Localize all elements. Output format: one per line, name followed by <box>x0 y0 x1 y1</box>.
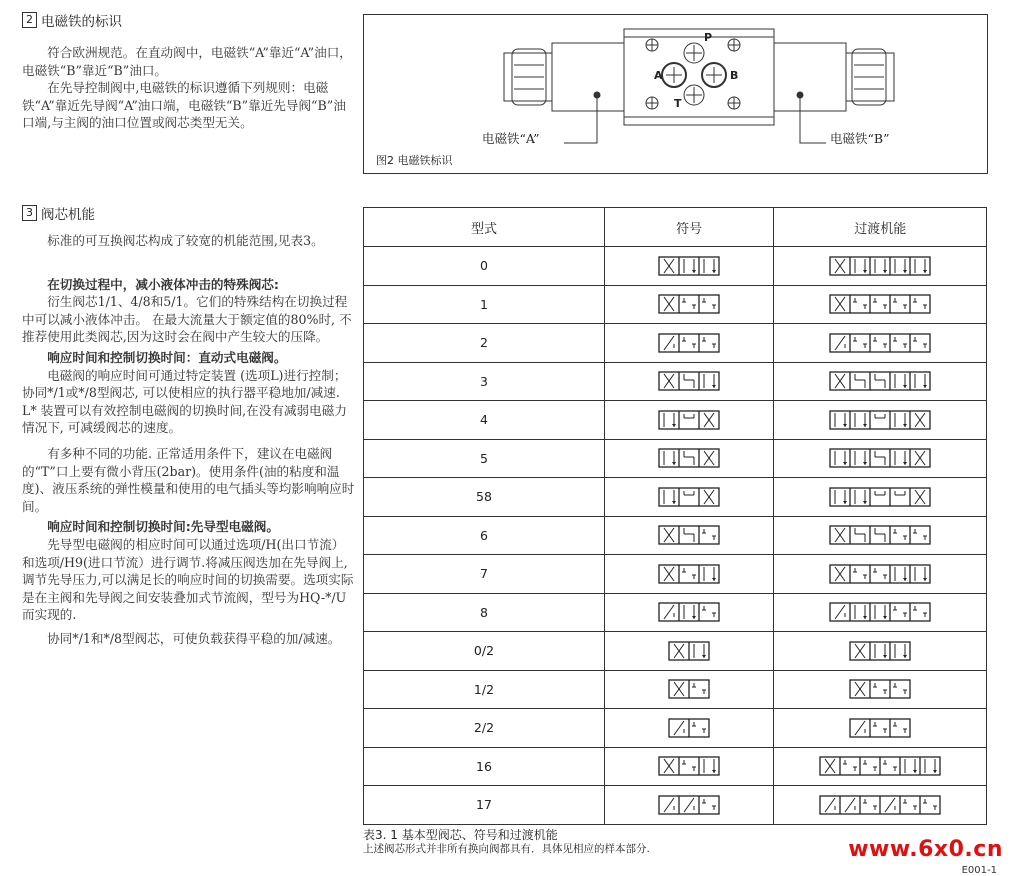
spool-symbol-icon <box>658 487 720 507</box>
spool-symbol-cell <box>604 247 773 286</box>
transition-symbol-icon <box>829 564 931 584</box>
transition-symbol-icon <box>819 795 941 815</box>
table-row <box>364 670 987 709</box>
transition-symbol-icon <box>829 333 931 353</box>
watermark: www.6x0.cn <box>848 837 1003 862</box>
spool-type-cell: 16 <box>364 747 605 786</box>
spool-type-cell: 7 <box>364 555 605 594</box>
transition-symbol-icon <box>829 294 931 314</box>
port-p-label: P <box>704 31 713 44</box>
section3-h2: 响应时间和控制切换时间：直动式电磁阀。 <box>47 349 287 365</box>
section3-p1: 衍生阀芯1/1、4/8和5/1。它们的特殊结构在切换过程中可以减小液体冲击。 在最大流量大于额定值的80%时, 不推荐使用此类阀芯,因为这时会在阀中产生较大的压降。 <box>22 294 352 345</box>
coil-b-label: 电磁铁“B” <box>830 131 890 146</box>
spool-table <box>363 207 987 825</box>
spool-type-cell: 2/2 <box>364 709 605 748</box>
port-t-label: T <box>674 97 682 110</box>
spool-type-cell: 0/2 <box>364 632 605 671</box>
section3-intro: 标准的可互换阀芯构成了较宽的机能范围,见表3。 <box>47 233 324 248</box>
spool-symbol-icon <box>658 294 720 314</box>
spool-symbol-cell <box>604 747 773 786</box>
spool-symbol-cell <box>604 439 773 478</box>
page-number: E001-1 <box>961 865 997 876</box>
spool-type-cell: 8 <box>364 593 605 632</box>
transition-symbol-icon <box>819 756 941 776</box>
spool-transition-cell <box>774 632 987 671</box>
transition-symbol-icon <box>849 641 911 661</box>
spool-symbol-icon <box>668 679 710 699</box>
section3-body <box>22 232 356 647</box>
table-row <box>364 593 987 632</box>
header-symbol: 符号 <box>604 208 773 247</box>
spool-transition-cell <box>774 362 987 401</box>
section3-title: 阀芯机能 <box>41 207 95 223</box>
section2-p1: 符合欧洲规范。在直动阀中，电磁铁“A”靠近“A”油口，电磁铁“B”靠近“B”油口。 <box>22 45 352 78</box>
spool-symbol-icon <box>658 371 720 391</box>
table-row <box>364 555 987 594</box>
spool-symbol-cell <box>604 593 773 632</box>
section3-number: 3 <box>22 205 37 221</box>
spool-type-cell: 5 <box>364 439 605 478</box>
header-transition: 过渡机能 <box>774 208 987 247</box>
spool-transition-cell <box>774 516 987 555</box>
spool-type-cell: 4 <box>364 401 605 440</box>
coil-a-body <box>552 43 624 111</box>
table-row <box>364 362 987 401</box>
spool-symbol-icon <box>658 602 720 622</box>
spool-symbol-icon <box>658 448 720 468</box>
header-type: 型式 <box>364 208 605 247</box>
spool-transition-cell <box>774 709 987 748</box>
section2-heading <box>22 10 122 30</box>
spool-symbol-cell <box>604 285 773 324</box>
spool-symbol-icon <box>658 756 720 776</box>
spool-transition-cell <box>774 478 987 517</box>
spool-symbol-cell <box>604 401 773 440</box>
spool-symbol-cell <box>604 632 773 671</box>
spool-transition-cell <box>774 285 987 324</box>
port-a-label: A <box>654 69 663 82</box>
table-row <box>364 632 987 671</box>
transition-symbol-icon <box>829 410 931 430</box>
spool-transition-cell <box>774 747 987 786</box>
spool-transition-cell <box>774 324 987 363</box>
table-row <box>364 439 987 478</box>
table-row <box>364 478 987 517</box>
transition-symbol-icon <box>829 525 931 545</box>
section2-body <box>22 44 356 132</box>
port-b-label: B <box>730 69 739 82</box>
table-row <box>364 747 987 786</box>
section3-p4: 先导型电磁阀的相应时间可以通过选项/H(出口节流）和选项/H9(进口节流）进行调节.将减压阀迭加在先导阀上,调节先导压力,可以满足长的响应时间的切换需要。选项实际是在主阀和先导阀之间安装叠加式节流阀，型号为HQ-*/U而实现的. <box>22 536 354 623</box>
section3-h3: 响应时间和控制切换时间:先导型电磁阀。 <box>47 519 279 535</box>
spool-symbol-cell <box>604 362 773 401</box>
transition-symbol-icon <box>829 602 931 622</box>
figure2-solenoid-identification <box>363 14 988 174</box>
spool-symbol-icon <box>658 795 720 815</box>
section3-p5: 协同*/1和*/8型阀芯，可使负载获得平稳的加/减速。 <box>47 630 341 646</box>
spool-symbol-icon <box>658 333 720 353</box>
spool-type-cell: 1/2 <box>364 670 605 709</box>
spool-symbol-icon <box>668 641 710 661</box>
spool-transition-cell <box>774 439 987 478</box>
transition-symbol-icon <box>829 448 931 468</box>
section3-h1: 在切换过程中，减小液体冲击的特殊阀芯: <box>47 276 279 292</box>
spool-transition-cell <box>774 593 987 632</box>
spool-transition-cell <box>774 401 987 440</box>
spool-symbol-cell <box>604 786 773 825</box>
spool-type-cell: 17 <box>364 786 605 825</box>
spool-type-cell: 58 <box>364 478 605 517</box>
section3-heading <box>22 203 95 223</box>
valve-drawing <box>364 15 987 173</box>
spool-transition-cell <box>774 670 987 709</box>
spool-symbol-icon <box>658 410 720 430</box>
table-caption: 表3. 1 基本型阀芯、符号和过渡机能 <box>363 828 558 842</box>
transition-symbol-icon <box>849 718 911 738</box>
table-row <box>364 516 987 555</box>
section2-p2: 在先导控制阀中,电磁铁的标识遵循下列规则：电磁铁“A”靠近先导阀“A”油口端，电磁铁“B”靠近先导阀“B”油口端,与主阀的油口位置或阀芯类型无关。 <box>22 80 346 131</box>
transition-symbol-icon <box>829 371 931 391</box>
coil-a-label: 电磁铁“A” <box>482 131 540 146</box>
transition-symbol-icon <box>829 487 931 507</box>
table-row <box>364 324 987 363</box>
spool-transition-cell <box>774 247 987 286</box>
table-row <box>364 401 987 440</box>
table-note: 上述阀芯形式并非所有换向阀都具有．具体见相应的样本部分. <box>363 843 650 855</box>
table-row <box>364 786 987 825</box>
section3-p3: 有多种不同的功能. 正常适用条件下，建议在电磁阀的“T”口上要有微小背压(2bar)。使用条件(油的粘度和温度)、液压系统的弹性模量和使用的电气插头等均影响响应时间。 <box>22 445 355 514</box>
spool-symbol-cell <box>604 324 773 363</box>
spool-symbol-icon <box>658 256 720 276</box>
spool-symbol-icon <box>658 525 720 545</box>
spool-symbol-icon <box>668 718 710 738</box>
spool-type-cell: 0 <box>364 247 605 286</box>
coil-b-body <box>774 43 846 111</box>
spool-symbol-cell <box>604 478 773 517</box>
section2-title: 电磁铁的标识 <box>41 14 122 30</box>
spool-rows <box>364 247 987 825</box>
table-row <box>364 247 987 286</box>
table-header-row <box>364 208 987 247</box>
spool-type-cell: 6 <box>364 516 605 555</box>
spool-type-cell: 2 <box>364 324 605 363</box>
table-row <box>364 709 987 748</box>
section3-p2: 电磁阀的响应时间可通过特定装置 (选项L)进行控制；协同*/1或*/8型阀芯, 可以使相应的执行器平稳地加/减速. L* 装置可以有效控制电磁阀的切换时间,在没有减弱电磁力情况下, 可减缓阀芯的速度。 <box>22 367 347 436</box>
spool-symbol-cell <box>604 555 773 594</box>
spool-transition-cell <box>774 555 987 594</box>
spool-type-cell: 1 <box>364 285 605 324</box>
transition-symbol-icon <box>849 679 911 699</box>
spool-transition-cell <box>774 786 987 825</box>
spool-symbol-cell <box>604 516 773 555</box>
table-row <box>364 285 987 324</box>
section2-number: 2 <box>22 12 37 28</box>
spool-symbol-icon <box>658 564 720 584</box>
transition-symbol-icon <box>829 256 931 276</box>
spool-symbol-cell <box>604 709 773 748</box>
figure2-caption: 图2 电磁铁标识 <box>376 154 453 167</box>
spool-type-cell: 3 <box>364 362 605 401</box>
spool-symbol-cell <box>604 670 773 709</box>
